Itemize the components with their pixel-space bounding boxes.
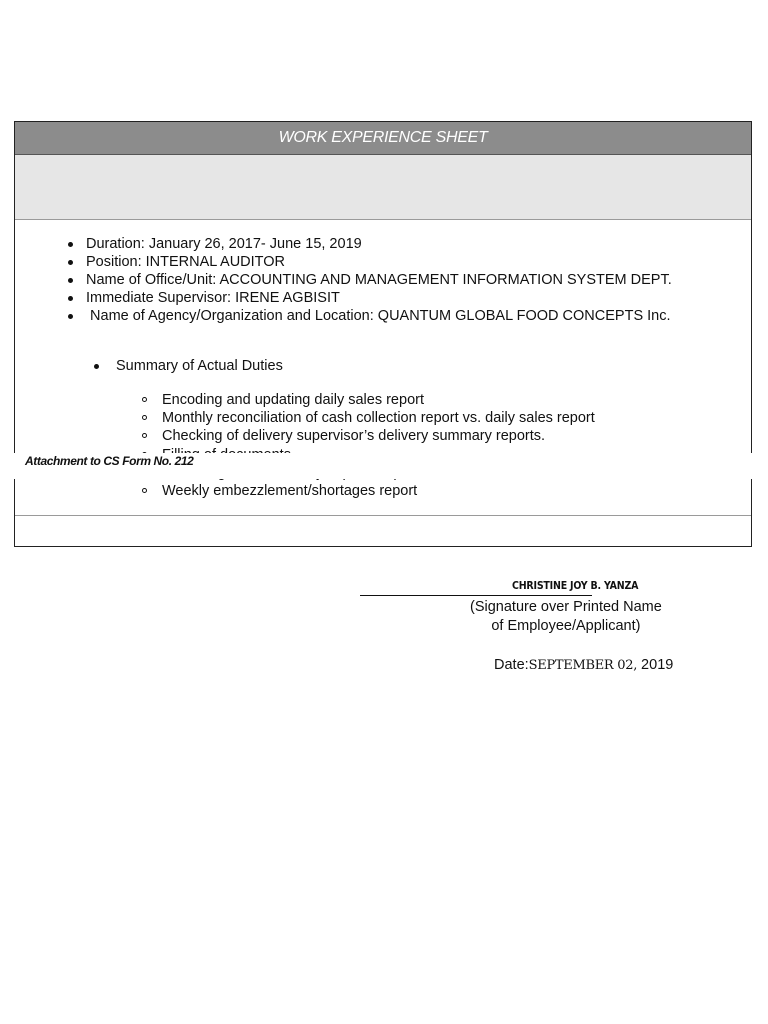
duty-item: Monthly reconciliation of cash collection report vs. daily sales report (140, 409, 595, 427)
signature-caption-line2: of Employee/Applicant) (491, 618, 641, 634)
bullet-icon (68, 260, 73, 265)
signature-caption-line1: (Signature over Printed Name (470, 599, 662, 615)
signatory-name: CHRISTINE JOY B. YANZA (512, 580, 639, 592)
circle-bullet-icon (142, 488, 147, 493)
detail-position: Position: INTERNAL AUDITOR (66, 253, 672, 271)
duty-item: Weekly embezzlement/shortages report (140, 482, 595, 500)
circle-bullet-icon (142, 433, 147, 438)
attachment-label: Attachment to CS Form No. 212 (25, 454, 194, 468)
bullet-icon (68, 278, 73, 283)
bullet-icon (68, 296, 73, 301)
sheet-bottom-row (15, 515, 751, 547)
signature-caption (470, 598, 662, 636)
circle-bullet-icon (142, 415, 147, 420)
date-row (494, 657, 673, 673)
date-year: 2019 (637, 657, 674, 673)
date-month-day: SEPTEMBER 02, (528, 658, 638, 673)
date-label: Date: (494, 657, 529, 673)
duties-list (140, 391, 595, 500)
experience-details-list (66, 235, 672, 325)
duty-item: Checking of delivery supervisor’s delivery summary reports. (140, 427, 595, 445)
bullet-icon (94, 364, 99, 369)
work-experience-sheet (14, 121, 752, 547)
summary-heading: Summary of Actual Duties (92, 358, 283, 374)
duty-item: Encoding and updating daily sales report (140, 391, 595, 409)
sheet-title: WORK EXPERIENCE SHEET (278, 129, 488, 146)
detail-office-unit: Name of Office/Unit: ACCOUNTING AND MANAGEMENT INFORMATION SYSTEM DEPT. (66, 271, 672, 289)
sheet-header (15, 122, 751, 155)
sheet-grey-band (15, 155, 751, 220)
bullet-icon (68, 314, 73, 319)
signature-line (360, 595, 592, 596)
circle-bullet-icon (142, 397, 147, 402)
detail-duration: Duration: January 26, 2017- June 15, 2019 (66, 235, 672, 253)
detail-supervisor: Immediate Supervisor: IRENE AGBISIT (66, 289, 672, 307)
bullet-icon (68, 242, 73, 247)
detail-agency: Name of Agency/Organization and Location: QUANTUM GLOBAL FOOD CONCEPTS Inc. (66, 307, 672, 325)
